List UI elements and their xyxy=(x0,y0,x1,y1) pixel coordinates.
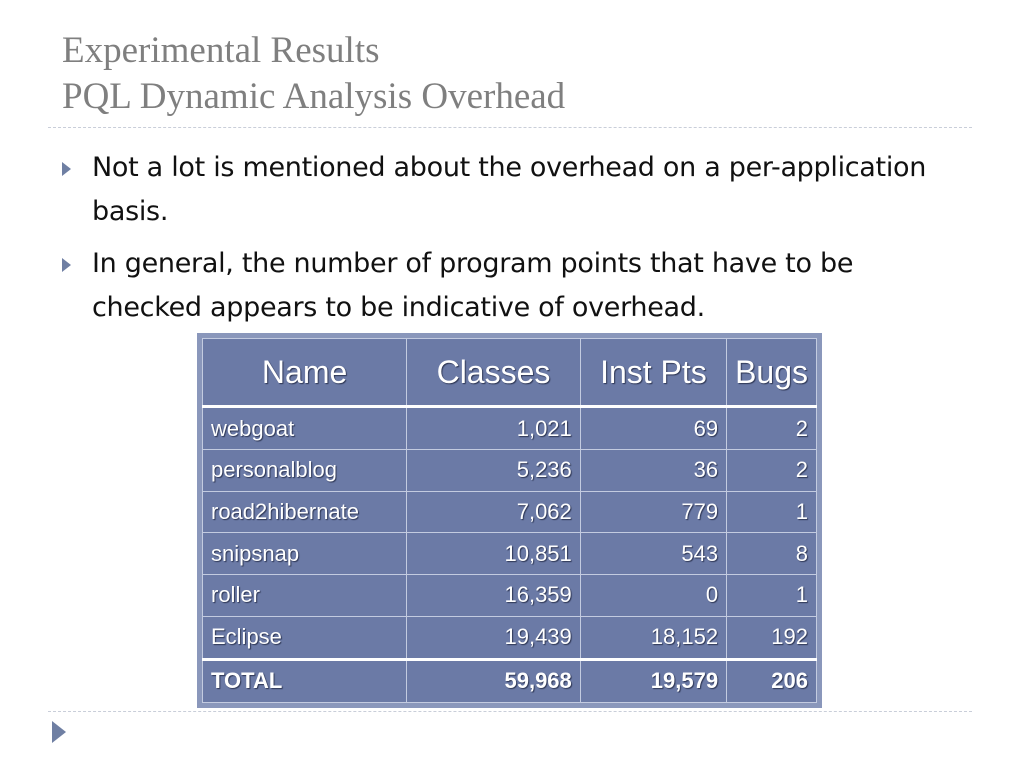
column-header-name: Name xyxy=(203,339,407,407)
table-total-row xyxy=(203,659,817,702)
bullet-arrow-icon xyxy=(62,162,71,176)
results-table-frame xyxy=(197,333,822,708)
table-header-row xyxy=(203,339,817,407)
column-header-inst-pts: Inst Pts xyxy=(580,339,726,407)
cell-classes: 5,236 xyxy=(407,450,581,492)
cell-name: road2hibernate xyxy=(203,491,407,533)
slide-title-line-2: PQL Dynamic Analysis Overhead xyxy=(62,76,566,117)
table-row xyxy=(203,450,817,492)
bullet-arrow-icon xyxy=(62,258,71,272)
bullet-text: Not a lot is mentioned about the overhead on a per-application basis. xyxy=(92,152,927,227)
cell-inst-pts: 779 xyxy=(580,491,726,533)
footer-divider xyxy=(48,711,972,712)
cell-bugs: 1 xyxy=(727,575,817,617)
cell-total-inst-pts: 19,579 xyxy=(580,659,726,702)
cell-bugs: 1 xyxy=(727,491,817,533)
slide-title-line-1: Experimental Results xyxy=(62,30,380,71)
cell-name: roller xyxy=(203,575,407,617)
title-divider xyxy=(48,127,972,128)
cell-total-bugs: 206 xyxy=(727,659,817,702)
slide-corner-arrow-icon xyxy=(52,721,66,743)
cell-total-label: TOTAL xyxy=(203,659,407,702)
cell-inst-pts: 18,152 xyxy=(580,616,726,659)
cell-name: personalblog xyxy=(203,450,407,492)
bullet-list xyxy=(62,146,962,338)
slide-title xyxy=(62,28,565,120)
cell-bugs: 2 xyxy=(727,450,817,492)
cell-inst-pts: 69 xyxy=(580,407,726,450)
cell-classes: 19,439 xyxy=(407,616,581,659)
bullet-item xyxy=(62,146,962,234)
cell-inst-pts: 36 xyxy=(580,450,726,492)
cell-bugs: 2 xyxy=(727,407,817,450)
cell-classes: 16,359 xyxy=(407,575,581,617)
cell-inst-pts: 0 xyxy=(580,575,726,617)
cell-bugs: 8 xyxy=(727,533,817,575)
bullet-item xyxy=(62,242,962,330)
cell-name: webgoat xyxy=(203,407,407,450)
table-row xyxy=(203,491,817,533)
results-table xyxy=(202,338,817,703)
bullet-text: In general, the number of program points that have to be checked appears to be indicative of overhead. xyxy=(92,248,854,323)
cell-inst-pts: 543 xyxy=(580,533,726,575)
cell-classes: 10,851 xyxy=(407,533,581,575)
cell-classes: 7,062 xyxy=(407,491,581,533)
table-row xyxy=(203,533,817,575)
cell-classes: 1,021 xyxy=(407,407,581,450)
column-header-bugs: Bugs xyxy=(727,339,817,407)
table-row xyxy=(203,575,817,617)
table-row xyxy=(203,407,817,450)
table-row xyxy=(203,616,817,659)
cell-total-classes: 59,968 xyxy=(407,659,581,702)
cell-name: snipsnap xyxy=(203,533,407,575)
column-header-classes: Classes xyxy=(407,339,581,407)
cell-bugs: 192 xyxy=(727,616,817,659)
cell-name: Eclipse xyxy=(203,616,407,659)
